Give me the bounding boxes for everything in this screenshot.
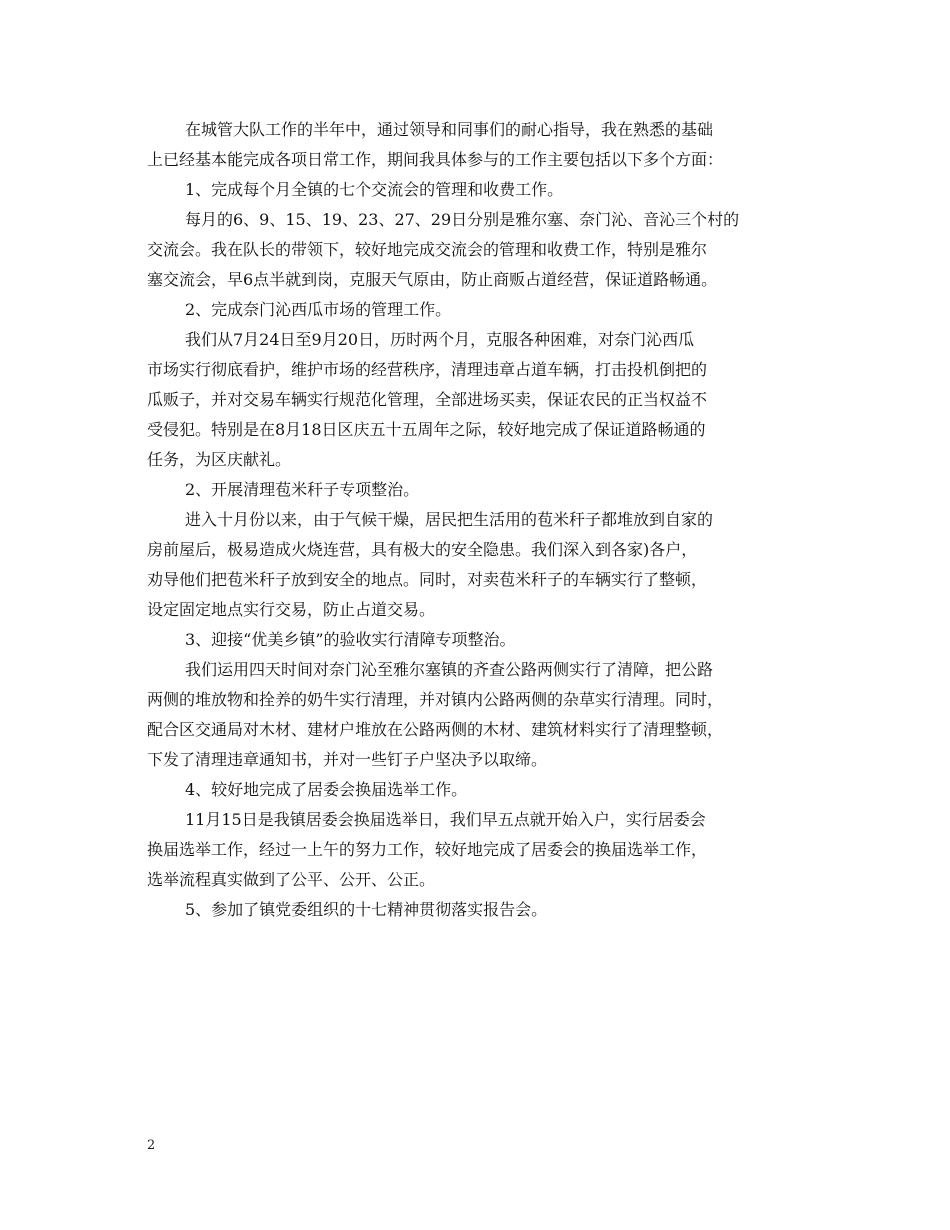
text-line: 上已经基本能完成各项日常工作，期间我具体参与的工作主要包括以下多个方面：	[147, 150, 724, 169]
section-heading: 2、开展清理苞米秆子专项整治。	[185, 480, 420, 499]
section-heading: 2、完成奈门沁西瓜市场的管理工作。	[185, 300, 452, 319]
text-line: 设定固定地点实行交易，防止占道交易。	[147, 600, 436, 619]
text-line: 我们从7月24日至9月20日，历时两个月，克服各种困难，对奈门沁西瓜	[185, 330, 695, 349]
text-line: 每月的6、9、15、19、23、27、29日分别是雅尔塞、奈门沁、音沁三个村的	[185, 210, 740, 229]
text-line: 任务，为区庆献礼。	[147, 450, 292, 469]
section-heading: 4、较好地完成了居委会换届选举工作。	[185, 780, 468, 799]
text-line: 11月15日是我镇居委会换届选举日，我们早五点就开始入户，实行居委会	[185, 810, 706, 829]
text-line: 受侵犯。特别是在8月18日区庆五十五周年之际，较好地完成了保证道路畅通的	[147, 420, 706, 439]
section-heading: 3、迎接“优美乡镇”的验收实行清障专项整治。	[185, 630, 516, 649]
text-line: 进入十月份以来，由于气候干燥，居民把生活用的苞米秆子都堆放到自家的	[185, 510, 714, 529]
document-body	[147, 117, 807, 927]
section-heading: 5、参加了镇党委组织的十七精神贯彻落实报告会。	[185, 900, 548, 919]
text-line: 瓜贩子，并对交易车辆实行规范化管理，全部进场买卖，保证农民的正当权益不	[147, 390, 708, 409]
text-line: 房前屋后，极易造成火烧连营，具有极大的安全隐患。我们深入到各家)各户，	[147, 540, 698, 559]
text-line: 交流会。我在队长的带领下，较好地完成交流会的管理和收费工作，特别是雅尔	[147, 240, 708, 259]
text-line: 选举流程真实做到了公平、公开、公正。	[147, 870, 436, 889]
section-heading: 1、完成每个月全镇的七个交流会的管理和收费工作。	[185, 180, 564, 199]
text-line: 我们运用四天时间对奈门沁至雅尔塞镇的齐查公路两侧实行了清障，把公路	[185, 660, 714, 679]
text-line: 配合区交通局对木材、建材户堆放在公路两侧的木材、建筑材料实行了清理整顿，	[147, 720, 724, 739]
text-line: 劝导他们把苞米秆子放到安全的地点。同时，对卖苞米秆子的车辆实行了整顿，	[147, 570, 708, 589]
text-line: 下发了清理违章通知书，并对一些钉子户坚决予以取缔。	[147, 750, 548, 769]
text-line: 塞交流会，早6点半就到岗，克服天气原由，防止商贩占道经营，保证道路畅通。	[147, 270, 718, 289]
page-number: 2	[147, 1138, 156, 1153]
text-line: 在城管大队工作的半年中，通过领导和同事们的耐心指导，我在熟悉的基础	[185, 120, 714, 139]
text-line: 市场实行彻底看护，维护市场的经营秩序，清理违章占道车辆，打击投机倒把的	[147, 360, 708, 379]
text-line: 换届选举工作，经过一上午的努力工作，较好地完成了居委会的换届选举工作，	[147, 840, 708, 859]
text-line: 两侧的堆放物和拴养的奶牛实行清理，并对镇内公路两侧的杂草实行清理。同时，	[147, 690, 724, 709]
